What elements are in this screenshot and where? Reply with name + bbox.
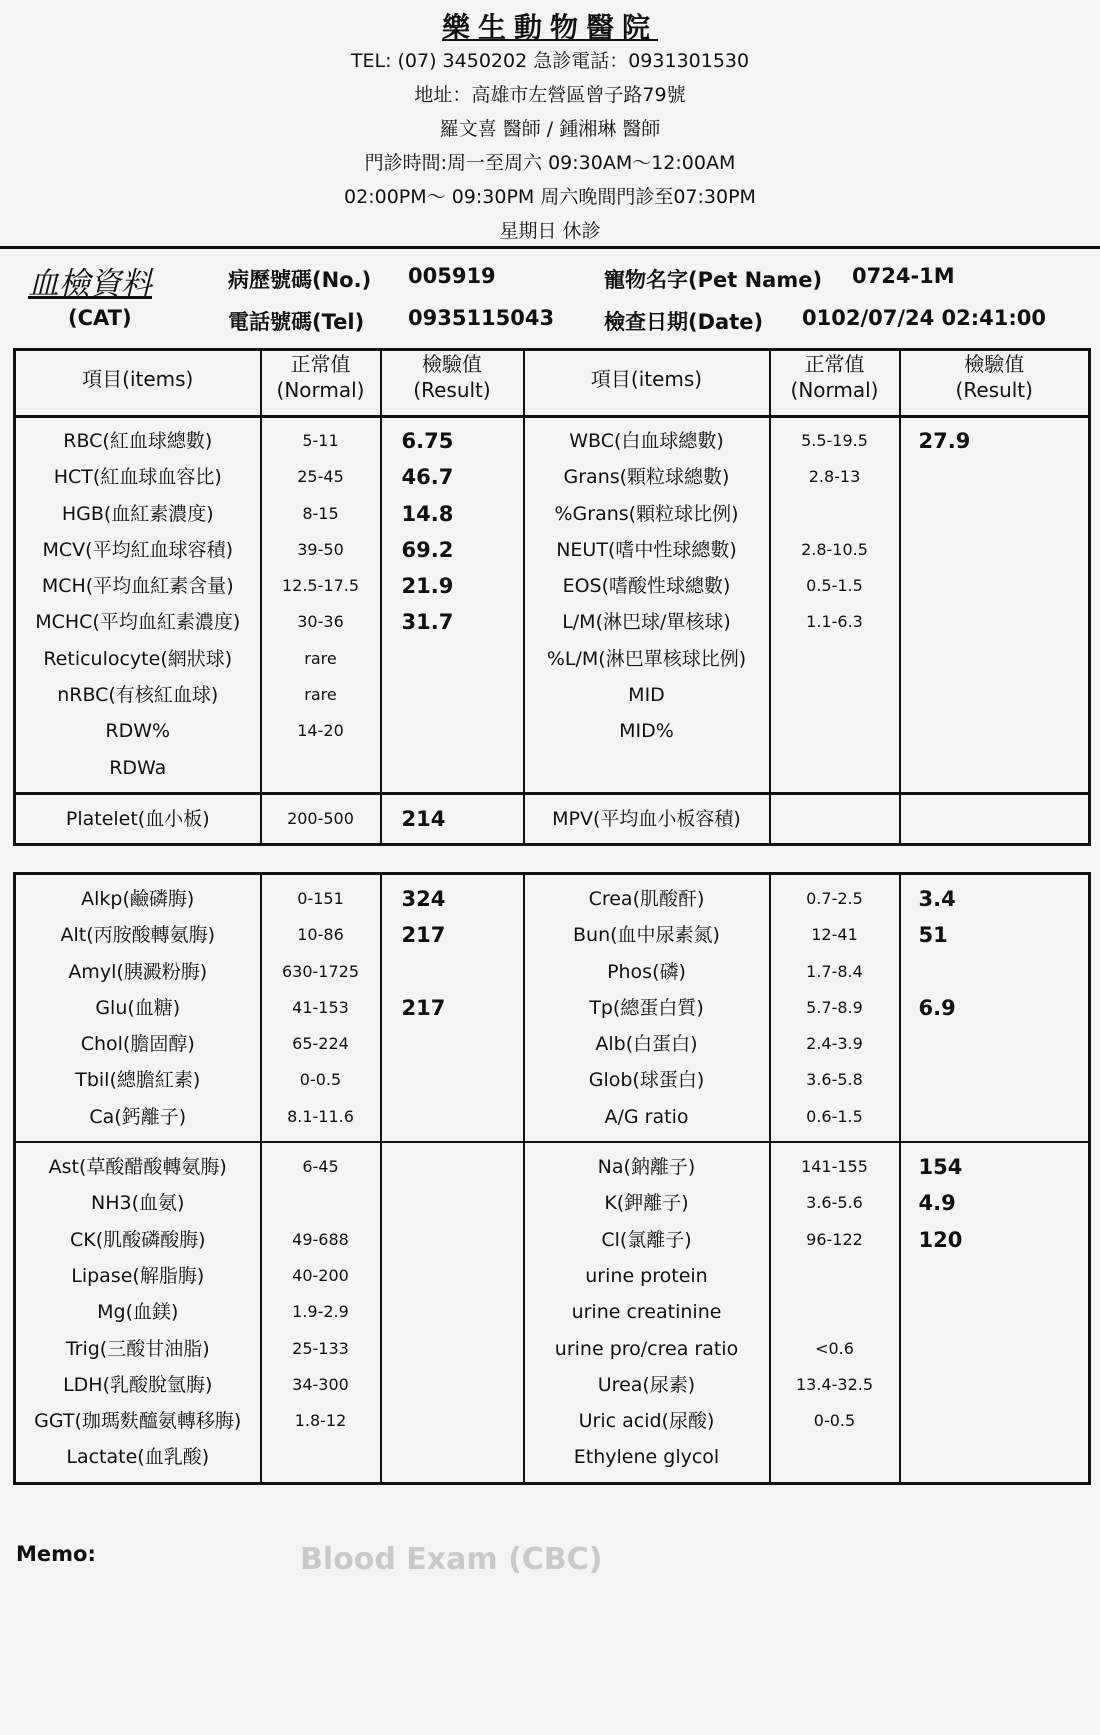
lab-row-normal: 6-45 bbox=[302, 1157, 339, 1177]
lab-row-result bbox=[382, 1439, 523, 1475]
lab-row-normal: 41-153 bbox=[292, 997, 349, 1017]
lab-row-item: EOS(嗜酸性球總數) bbox=[562, 575, 731, 598]
lab-row-item: Glu(血糖) bbox=[95, 996, 181, 1019]
exam-date-label: 檢查日期(Date) bbox=[604, 310, 764, 334]
lab-row-result: 324 bbox=[401, 887, 446, 911]
lab-row-item: Trig(三酸甘油脂) bbox=[65, 1337, 210, 1360]
platelet-item: Platelet(血小板) bbox=[65, 807, 210, 830]
lab-row-normal: 13.4-32.5 bbox=[795, 1374, 874, 1394]
exam-date-value: 0102/07/24 02:41:00 bbox=[802, 306, 1047, 330]
lab-row-result: 14.8 bbox=[401, 501, 454, 526]
pet-name-value: 0724-1M bbox=[852, 264, 955, 288]
lab-row-normal bbox=[771, 496, 899, 532]
record-no-label: 病歷號碼(No.) bbox=[228, 268, 372, 292]
lab-row-item: Ca(鈣離子) bbox=[89, 1105, 187, 1128]
header-result-right: 檢驗值 (Result) bbox=[901, 351, 1089, 418]
lab-row-item: Uric acid(尿酸) bbox=[578, 1410, 715, 1433]
clinic-doctors: 羅文喜 醫師 / 鍾湘琳 醫師 bbox=[439, 118, 661, 140]
lab-row-item: urine protein bbox=[585, 1264, 708, 1287]
lab-row-result: 120 bbox=[918, 1227, 963, 1252]
lab-row-result bbox=[901, 1403, 1089, 1439]
lab-row-item: Alt(丙胺酸轉氨脢) bbox=[60, 924, 216, 947]
lab-row-normal: 1.8-12 bbox=[294, 1411, 347, 1431]
lab-row-item: MCV(平均紅血球容積) bbox=[42, 538, 233, 561]
lab-row-item: Alkp(鹼磷脢) bbox=[81, 888, 195, 910]
lab-row-item: MID bbox=[628, 684, 665, 707]
lab-row-normal: 1.9-2.9 bbox=[292, 1302, 349, 1322]
lab-row-normal: 3.6-5.8 bbox=[806, 1070, 863, 1090]
lab-row-result bbox=[901, 1294, 1089, 1330]
lab-row-result bbox=[382, 1294, 523, 1330]
lab-row-normal bbox=[262, 750, 380, 786]
lab-row-result bbox=[382, 1185, 523, 1221]
lab-row-result bbox=[382, 1062, 523, 1098]
lab-row-normal: 12.5-17.5 bbox=[281, 576, 360, 596]
lab-row-normal: 1.1-6.3 bbox=[806, 612, 863, 632]
lab-row-result bbox=[901, 677, 1089, 713]
lab-row-normal: 141-155 bbox=[801, 1157, 868, 1177]
lab-row-result bbox=[901, 641, 1089, 677]
clinic-name: 樂生動物醫院 bbox=[441, 11, 658, 44]
lab-row-result bbox=[901, 1099, 1089, 1135]
lab-row-item: Lipase(解脂脢) bbox=[71, 1264, 205, 1287]
lab-row-result bbox=[901, 1026, 1089, 1062]
lab-row-normal: 12-41 bbox=[811, 925, 858, 945]
lab-row-item: Tbil(總膽紅素) bbox=[75, 1069, 201, 1092]
header-normal: 正常值 (Normal) bbox=[262, 351, 380, 418]
lab-row-normal: 49-688 bbox=[292, 1229, 349, 1249]
lab-row-normal: rare bbox=[304, 685, 337, 705]
lab-row-result bbox=[382, 1331, 523, 1367]
lab-row-item: MCH(平均血紅素含量) bbox=[41, 575, 234, 598]
lab-row-item: %L/M(淋巴單核球比例) bbox=[546, 647, 747, 670]
lab-row-result bbox=[382, 1149, 523, 1185]
lab-row-normal: 2.8-10.5 bbox=[801, 539, 868, 559]
lab-row-item bbox=[525, 750, 769, 786]
lab-row-result bbox=[382, 954, 523, 990]
chemistry-table bbox=[13, 872, 1091, 1485]
lab-row-normal: 0.5-1.5 bbox=[806, 576, 863, 596]
lab-row-normal: 40-200 bbox=[292, 1265, 349, 1285]
platelet-result: 214 bbox=[401, 806, 446, 831]
lab-row-result bbox=[901, 1258, 1089, 1294]
clinic-hours-2: 02:00PM～ 09:30PM 周六晚間門診至07:30PM bbox=[344, 186, 756, 208]
lab-row-normal: 65-224 bbox=[292, 1034, 349, 1054]
lab-row-result: 69.2 bbox=[401, 537, 454, 562]
lab-row-normal: 0.6-1.5 bbox=[806, 1106, 863, 1126]
lab-row-normal: 5.7-8.9 bbox=[806, 997, 863, 1017]
pet-name-label: 寵物名字(Pet Name) bbox=[604, 268, 823, 292]
lab-row-normal bbox=[771, 677, 899, 713]
lab-row-normal: 3.6-5.6 bbox=[806, 1193, 863, 1213]
lab-row-result bbox=[901, 568, 1089, 604]
lab-row-item: Cl(氯離子) bbox=[601, 1228, 692, 1251]
lab-row-normal bbox=[771, 1258, 899, 1294]
lab-row-normal bbox=[771, 1294, 899, 1330]
lab-row-result bbox=[901, 1439, 1089, 1475]
lab-row-normal: 0-0.5 bbox=[299, 1070, 342, 1090]
lab-row-result bbox=[901, 532, 1089, 568]
lab-row-normal: 0-0.5 bbox=[813, 1411, 856, 1431]
lab-row-result bbox=[382, 1026, 523, 1062]
lab-row-item: Amyl(胰澱粉脢) bbox=[68, 960, 208, 983]
lab-row-result bbox=[901, 1331, 1089, 1367]
tel-label: 電話號碼(Tel) bbox=[228, 310, 365, 334]
cbc-table bbox=[13, 348, 1091, 846]
lab-row-result: 154 bbox=[918, 1155, 963, 1180]
lab-row-result bbox=[382, 1222, 523, 1258]
lab-row-result bbox=[901, 1062, 1089, 1098]
lab-row-result: 46.7 bbox=[401, 465, 454, 490]
lab-row-result bbox=[382, 677, 523, 713]
lab-row-item: Crea(肌酸酐) bbox=[588, 888, 705, 910]
platelet-normal: 200-500 bbox=[287, 808, 354, 828]
lab-row-result bbox=[901, 496, 1089, 532]
lab-row-item: RDWa bbox=[109, 756, 167, 779]
header-result: 檢驗值 (Result) bbox=[382, 351, 523, 418]
lab-row-result bbox=[382, 1403, 523, 1439]
lab-row-result: 217 bbox=[401, 995, 446, 1020]
tel-value: 0935115043 bbox=[408, 306, 555, 330]
lab-row-item: Alb(白蛋白) bbox=[595, 1033, 698, 1056]
lab-row-result: 6.9 bbox=[918, 995, 956, 1020]
header-divider bbox=[0, 246, 1100, 249]
lab-row-normal bbox=[771, 713, 899, 749]
lab-row-normal: 39-50 bbox=[297, 539, 344, 559]
lab-row-item: CK(肌酸磷酸脢) bbox=[69, 1228, 206, 1251]
lab-row-result bbox=[382, 641, 523, 677]
lab-row-normal bbox=[262, 1439, 380, 1475]
lab-row-item: Lactate(血乳酸) bbox=[66, 1446, 210, 1469]
lab-row-normal bbox=[771, 750, 899, 786]
lab-row-result: 4.9 bbox=[918, 1191, 956, 1216]
lab-row-normal: 2.4-3.9 bbox=[806, 1034, 863, 1054]
lab-row-normal bbox=[771, 641, 899, 677]
lab-row-normal: 5-11 bbox=[302, 431, 339, 450]
lab-row-result bbox=[382, 750, 523, 786]
header-items-right: 項目(items) bbox=[525, 351, 769, 418]
lab-row-item: K(鉀離子) bbox=[604, 1192, 689, 1215]
lab-row-normal: 10-86 bbox=[297, 925, 344, 945]
lab-row-item: LDH(乳酸脫氫脢) bbox=[63, 1373, 213, 1396]
lab-row-result bbox=[382, 713, 523, 749]
lab-row-result bbox=[901, 750, 1089, 786]
lab-row-item: %Grans(顆粒球比例) bbox=[554, 502, 739, 525]
header-items: 項目(items) bbox=[16, 351, 260, 418]
lab-row-result: 21.9 bbox=[401, 574, 454, 599]
clinic-address: 地址：高雄市左營區曾子路79號 bbox=[414, 84, 686, 106]
lab-row-item: MCHC(平均血紅素濃度) bbox=[35, 611, 241, 634]
clinic-tel: TEL: (07) 3450202 急診電話：0931301530 bbox=[350, 50, 750, 72]
lab-row-normal: 14-20 bbox=[297, 721, 344, 741]
memo-label: Memo: bbox=[16, 1542, 96, 1566]
lab-row-item: urine creatinine bbox=[571, 1301, 722, 1324]
lab-row-item: Urea(尿素) bbox=[597, 1373, 696, 1396]
lab-row-result bbox=[901, 954, 1089, 990]
lab-row-normal: 25-45 bbox=[297, 467, 344, 487]
lab-row-item: GGT(珈瑪麩醯氨轉移脢) bbox=[34, 1410, 242, 1433]
clinic-closed: 星期日 休診 bbox=[499, 220, 601, 242]
lab-row-normal: 1.7-8.4 bbox=[806, 961, 863, 981]
lab-row-result: 27.9 bbox=[918, 429, 971, 453]
lab-row-item: Reticulocyte(網狀球) bbox=[43, 647, 233, 670]
lab-row-item: NEUT(嗜中性球總數) bbox=[556, 538, 737, 561]
lab-row-item: urine pro/crea ratio bbox=[554, 1337, 739, 1360]
lab-row-normal: 30-36 bbox=[297, 612, 344, 632]
lab-row-result: 6.75 bbox=[401, 429, 454, 453]
lab-row-result bbox=[382, 1367, 523, 1403]
lab-row-item: Na(鈉離子) bbox=[597, 1156, 696, 1179]
lab-row-normal: 96-122 bbox=[806, 1229, 863, 1249]
lab-row-result bbox=[901, 713, 1089, 749]
lab-row-item: Bun(血中尿素氮) bbox=[573, 924, 720, 947]
lab-row-result bbox=[901, 1367, 1089, 1403]
lab-row-item: Tp(總蛋白質) bbox=[589, 996, 704, 1019]
lab-row-item: Ethylene glycol bbox=[573, 1446, 720, 1469]
lab-row-item: RBC(紅血球總數) bbox=[63, 430, 213, 452]
species-label: (CAT) bbox=[68, 306, 132, 330]
lab-row-normal: <0.6 bbox=[815, 1338, 854, 1358]
lab-row-normal: 8.1-11.6 bbox=[287, 1106, 354, 1126]
lab-row-result: 51 bbox=[918, 923, 948, 948]
lab-row-item: WBC(白血球總數) bbox=[569, 430, 724, 452]
lab-row-normal: 34-300 bbox=[292, 1374, 349, 1394]
lab-row-item: Mg(血鎂) bbox=[97, 1301, 179, 1324]
lab-row-result bbox=[382, 1258, 523, 1294]
lab-row-item: Glob(球蛋白) bbox=[588, 1069, 705, 1092]
lab-row-item: A/G ratio bbox=[604, 1105, 689, 1128]
lab-row-item: MID% bbox=[619, 720, 674, 743]
lab-row-result bbox=[382, 1099, 523, 1135]
lab-row-item: Chol(膽固醇) bbox=[80, 1033, 195, 1056]
lab-row-normal bbox=[262, 1185, 380, 1221]
lab-row-normal: 5.5-19.5 bbox=[801, 431, 868, 450]
lab-row-item: L/M(淋巴球/單核球) bbox=[562, 611, 731, 634]
mpv-item: MPV(平均血小板容積) bbox=[552, 807, 741, 830]
lab-row-normal: 0.7-2.5 bbox=[806, 889, 863, 908]
record-no-value: 005919 bbox=[408, 264, 496, 288]
lab-row-normal bbox=[771, 1439, 899, 1475]
lab-row-normal: 630-1725 bbox=[281, 961, 360, 981]
lab-row-item: Grans(顆粒球總數) bbox=[563, 466, 730, 489]
lab-row-item: HCT(紅血球血容比) bbox=[53, 466, 222, 489]
report-title: 血檢資料 bbox=[28, 266, 152, 302]
header-normal-right: 正常值 (Normal) bbox=[771, 351, 899, 418]
lab-row-item: Ast(草酸醋酸轉氨脢) bbox=[48, 1156, 227, 1179]
lab-row-item: Phos(磷) bbox=[607, 960, 686, 983]
lab-row-result bbox=[901, 604, 1089, 640]
lab-row-normal: 25-133 bbox=[292, 1338, 349, 1358]
lab-row-result: 3.4 bbox=[918, 887, 956, 911]
clinic-hours-1: 門診時間:周一至周六 09:30AM～12:00AM bbox=[364, 152, 736, 174]
lab-row-normal: 2.8-13 bbox=[808, 467, 861, 487]
lab-row-item: NH3(血氨) bbox=[91, 1192, 185, 1215]
lab-row-result bbox=[901, 459, 1089, 495]
lab-row-result: 31.7 bbox=[401, 610, 454, 635]
lab-row-item: HGB(血紅素濃度) bbox=[61, 502, 214, 525]
lab-row-normal: rare bbox=[304, 648, 337, 668]
bleed-through-text: Blood Exam (CBC) bbox=[300, 1542, 603, 1577]
lab-row-result: 217 bbox=[401, 923, 446, 948]
lab-row-item: RDW% bbox=[105, 720, 171, 743]
lab-row-normal: 0-151 bbox=[297, 889, 344, 908]
lab-row-item: nRBC(有核紅血球) bbox=[57, 684, 219, 707]
lab-row-normal: 8-15 bbox=[302, 503, 339, 523]
